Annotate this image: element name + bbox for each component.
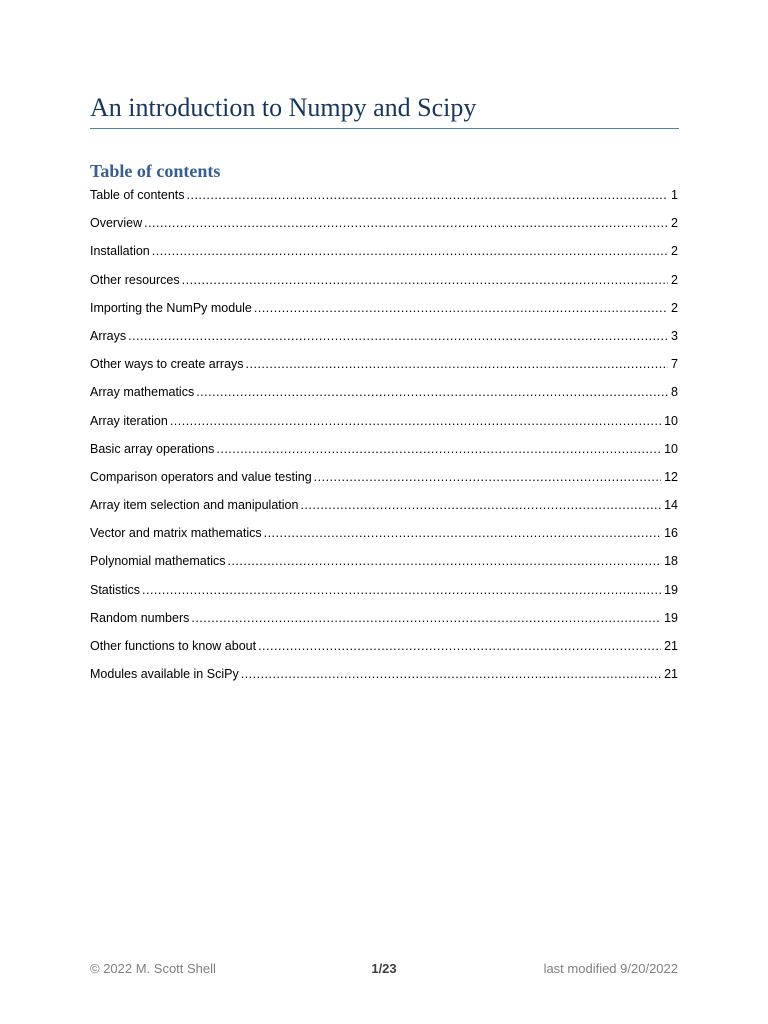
toc-entry-page: 2 — [671, 300, 678, 315]
toc-entry-modules-scipy[interactable] — [90, 663, 678, 691]
toc-list — [90, 184, 678, 691]
toc-entry-page: 12 — [664, 469, 678, 484]
toc-dot-leader — [264, 522, 661, 544]
toc-entry-page: 7 — [671, 357, 678, 372]
toc-dot-leader — [142, 579, 661, 601]
toc-entry-label: Other ways to create arrays — [90, 357, 244, 372]
toc-entry-label: Importing the NumPy module — [90, 300, 252, 315]
toc-entry-page: 2 — [671, 216, 678, 231]
toc-entry-label: Random numbers — [90, 610, 190, 625]
toc-entry-page: 10 — [664, 441, 678, 456]
toc-entry-statistics[interactable] — [90, 579, 678, 607]
toc-entry-label: Array mathematics — [90, 385, 195, 400]
toc-entry-label: Installation — [90, 244, 150, 259]
toc-entry-page: 8 — [671, 385, 678, 400]
toc-dot-leader — [128, 325, 668, 347]
toc-entry-page: 14 — [664, 498, 678, 513]
toc-entry-page: 19 — [664, 582, 678, 597]
toc-entry-array-item-selection[interactable] — [90, 494, 678, 522]
toc-dot-leader — [152, 240, 668, 262]
toc-entry-page: 16 — [664, 526, 678, 541]
toc-dot-leader — [187, 184, 669, 206]
toc-entry-label: Polynomial mathematics — [90, 554, 226, 569]
toc-dot-leader — [144, 212, 668, 234]
toc-entry-label: Basic array operations — [90, 441, 215, 456]
toc-dot-leader — [196, 381, 668, 403]
toc-entry-label: Vector and matrix mathematics — [90, 526, 262, 541]
toc-dot-leader — [170, 410, 661, 432]
toc-entry-label: Comparison operators and value testing — [90, 469, 312, 484]
toc-entry-page: 2 — [671, 272, 678, 287]
toc-entry-importing-numpy[interactable] — [90, 297, 678, 325]
footer-page-number: 1/23 — [371, 961, 397, 976]
toc-entry-overview[interactable] — [90, 212, 678, 240]
toc-entry-label: Array iteration — [90, 413, 168, 428]
toc-entry-page: 1 — [671, 188, 678, 202]
toc-dot-leader — [300, 494, 661, 516]
toc-entry-other-ways-create-arrays[interactable] — [90, 353, 678, 381]
toc-entry-other-resources[interactable] — [90, 269, 678, 297]
toc-entry-label: Statistics — [90, 582, 141, 597]
toc-entry-vector-matrix-mathematics[interactable] — [90, 522, 678, 550]
toc-entry-installation[interactable] — [90, 240, 678, 268]
toc-dot-leader — [216, 438, 661, 460]
toc-dot-leader — [182, 269, 668, 291]
toc-dot-leader — [241, 663, 661, 685]
toc-entry-page: 21 — [664, 667, 678, 682]
toc-entry-page: 18 — [664, 554, 678, 569]
toc-entry-label: Modules available in SciPy — [90, 667, 239, 682]
toc-entry-array-iteration[interactable] — [90, 410, 678, 438]
toc-entry-basic-array-operations[interactable] — [90, 438, 678, 466]
toc-dot-leader — [314, 466, 661, 488]
toc-entry-page: 3 — [671, 328, 678, 343]
toc-dot-leader — [254, 297, 668, 319]
toc-heading: Table of contents — [90, 161, 221, 181]
toc-entry-polynomial-mathematics[interactable] — [90, 550, 678, 578]
toc-dot-leader — [258, 635, 661, 657]
toc-entry-page: 2 — [671, 244, 678, 259]
toc-entry-page: 21 — [664, 639, 678, 653]
toc-entry-page: 10 — [664, 413, 678, 428]
toc-entry-page: 19 — [664, 610, 678, 625]
toc-entry-random-numbers[interactable] — [90, 607, 678, 635]
toc-entry-label: Other functions to know about — [90, 639, 257, 653]
toc-entry-array-mathematics[interactable] — [90, 381, 678, 409]
toc-entry-other-functions[interactable] — [90, 635, 678, 663]
document-title: An introduction to Numpy and Scipy — [90, 90, 679, 129]
toc-entry-comparison-operators[interactable] — [90, 466, 678, 494]
toc-entry-label: Table of contents — [90, 188, 185, 202]
page-footer — [90, 958, 678, 980]
toc-entry-label: Other resources — [90, 272, 180, 287]
toc-dot-leader — [191, 607, 661, 629]
toc-entry-arrays[interactable] — [90, 325, 678, 353]
footer-last-modified: last modified 9/20/2022 — [543, 961, 678, 976]
toc-entry-table-of-contents[interactable] — [90, 184, 678, 212]
toc-entry-label: Overview — [90, 216, 143, 231]
toc-entry-label: Array item selection and manipulation — [90, 498, 299, 513]
toc-dot-leader — [246, 353, 669, 375]
footer-copyright: © 2022 M. Scott Shell — [90, 961, 216, 976]
toc-dot-leader — [227, 550, 661, 572]
toc-entry-label: Arrays — [90, 328, 127, 343]
